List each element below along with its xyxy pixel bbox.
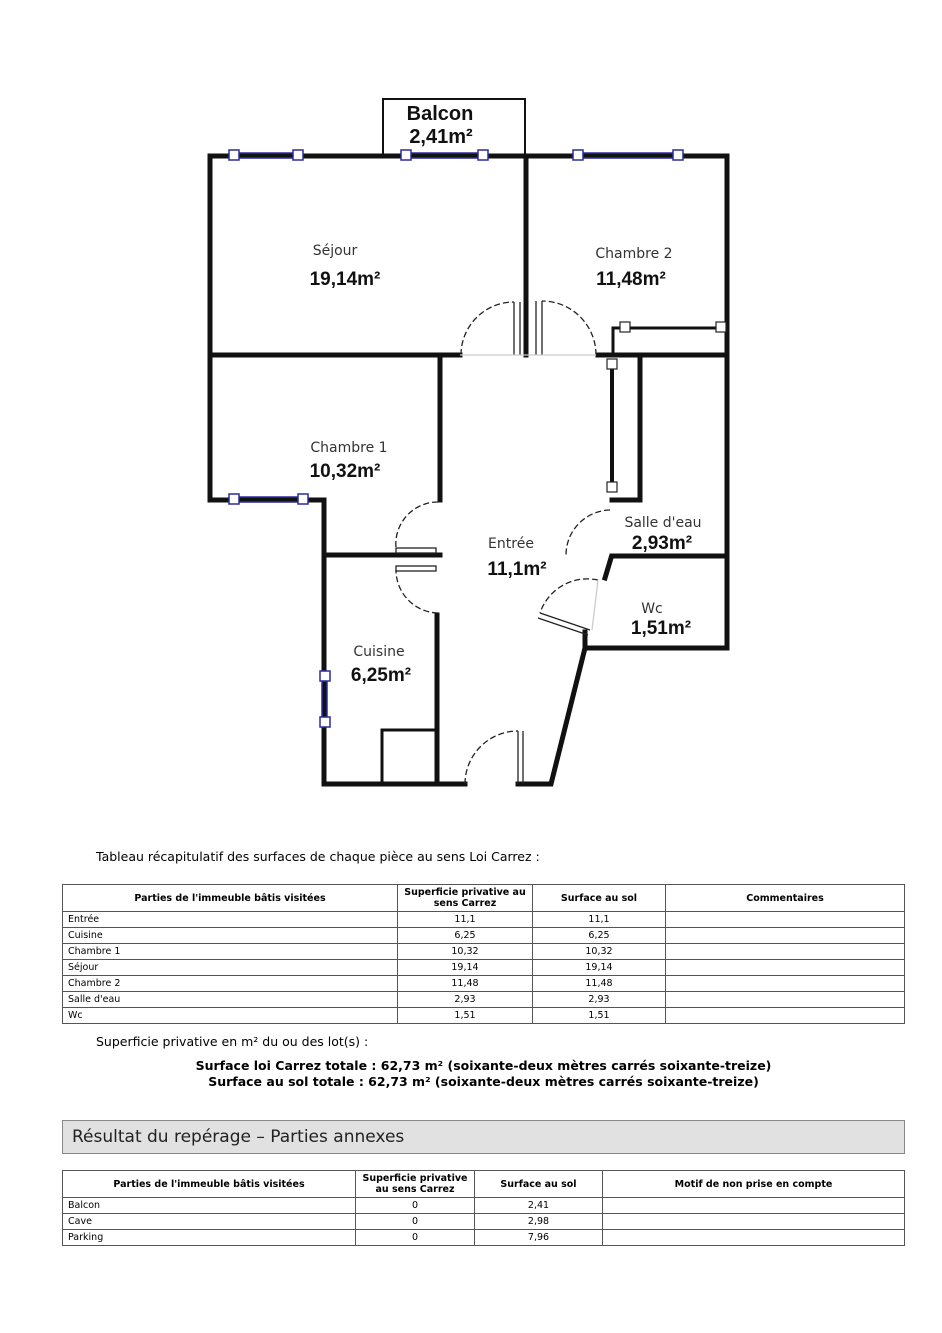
col-header-sol: Surface au sol (533, 885, 666, 912)
room-chambre2-name: Chambre 2 (595, 246, 673, 262)
table-row (63, 928, 905, 944)
cell-carrez: 10,32 (398, 944, 533, 960)
cell-comment (666, 976, 905, 992)
room-chambre1-area: 10,32m² (309, 461, 381, 482)
cell-carrez: 1,51 (398, 1008, 533, 1024)
col-header-parts: Parties de l'immeuble bâtis visitées (63, 885, 398, 912)
table-row (63, 960, 905, 976)
col-header-parts: Parties de l'immeuble bâtis visitées (63, 1171, 356, 1198)
totals (62, 1058, 905, 1090)
cell-room: Entrée (63, 912, 398, 928)
room-entree-name: Entrée (488, 536, 534, 552)
room-sejour-area: 19,14m² (309, 269, 381, 290)
table-row (63, 912, 905, 928)
room-salle-eau-area: 2,93m² (631, 533, 693, 554)
cell-carrez: 11,48 (398, 976, 533, 992)
cell-sol: 6,25 (533, 928, 666, 944)
room-wc-area: 1,51m² (630, 618, 692, 639)
cell-carrez: 19,14 (398, 960, 533, 976)
cell-sol: 11,1 (533, 912, 666, 928)
cell-motif (603, 1198, 905, 1214)
cell-sol: 19,14 (533, 960, 666, 976)
cell-carrez: 6,25 (398, 928, 533, 944)
room-chambre1-name: Chambre 1 (310, 440, 388, 456)
table-row (63, 976, 905, 992)
cell-part: Parking (63, 1230, 356, 1246)
cell-comment (666, 944, 905, 960)
cell-sol: 7,96 (475, 1230, 603, 1246)
room-wc-name: Wc (641, 601, 663, 617)
cell-comment (666, 912, 905, 928)
col-header-carrez: Superficie privative au sens Carrez (356, 1171, 475, 1198)
col-header-comments: Commentaires (666, 885, 905, 912)
room-sejour-name: Séjour (312, 243, 358, 259)
summary-intro: Tableau récapitulatif des surfaces de chaque pièce au sens Loi Carrez : (96, 849, 540, 864)
section-header (62, 1120, 905, 1154)
cell-sol: 10,32 (533, 944, 666, 960)
cell-part: Balcon (63, 1198, 356, 1214)
table-row (63, 944, 905, 960)
total-sol: Surface au sol totale : 62,73 m² (soixante-deux mètres carrés soixante-treize) (208, 1074, 759, 1089)
room-entree-area: 11,1m² (487, 559, 547, 580)
table-row (63, 1198, 905, 1214)
cell-comment (666, 1008, 905, 1024)
cell-sol: 2,93 (533, 992, 666, 1008)
cell-carrez: 0 (356, 1214, 475, 1230)
cell-room: Wc (63, 1008, 398, 1024)
table-row (63, 1214, 905, 1230)
room-salle-eau-name: Salle d'eau (624, 515, 702, 531)
table-row (63, 992, 905, 1008)
section-title: Résultat du repérage – Parties annexes (72, 1127, 405, 1147)
cell-motif (603, 1214, 905, 1230)
lot-label: Superficie privative en m² du ou des lot(s) : (96, 1034, 369, 1049)
cell-sol: 2,41 (475, 1198, 603, 1214)
total-carrez: Surface loi Carrez totale : 62,73 m² (soixante-deux mètres carrés soixante-treize) (195, 1058, 772, 1073)
carrez-table (62, 884, 905, 1024)
cell-sol: 1,51 (533, 1008, 666, 1024)
cell-comment (666, 928, 905, 944)
table-row (63, 1008, 905, 1024)
cell-comment (666, 992, 905, 1008)
cell-comment (666, 960, 905, 976)
col-header-carrez: Superficie privative au sens Carrez (398, 885, 533, 912)
col-header-sol: Surface au sol (475, 1171, 603, 1198)
room-chambre2-area: 11,48m² (596, 269, 666, 290)
cell-carrez: 0 (356, 1198, 475, 1214)
cell-room: Chambre 2 (63, 976, 398, 992)
col-header-motif: Motif de non prise en compte (603, 1171, 905, 1198)
cell-room: Salle d'eau (63, 992, 398, 1008)
room-cuisine-name: Cuisine (353, 644, 405, 660)
cell-room: Chambre 1 (63, 944, 398, 960)
table-row (63, 1230, 905, 1246)
cell-room: Séjour (63, 960, 398, 976)
cell-sol: 2,98 (475, 1214, 603, 1230)
cell-carrez: 2,93 (398, 992, 533, 1008)
cell-part: Cave (63, 1214, 356, 1230)
room-cuisine-area: 6,25m² (350, 665, 412, 686)
cell-room: Cuisine (63, 928, 398, 944)
balcony-label: Balcon (406, 103, 474, 125)
cell-motif (603, 1230, 905, 1246)
cell-carrez: 11,1 (398, 912, 533, 928)
cell-carrez: 0 (356, 1230, 475, 1246)
balcony-area: 2,41m² (409, 126, 473, 148)
annexes-table (62, 1170, 905, 1246)
cell-sol: 11,48 (533, 976, 666, 992)
